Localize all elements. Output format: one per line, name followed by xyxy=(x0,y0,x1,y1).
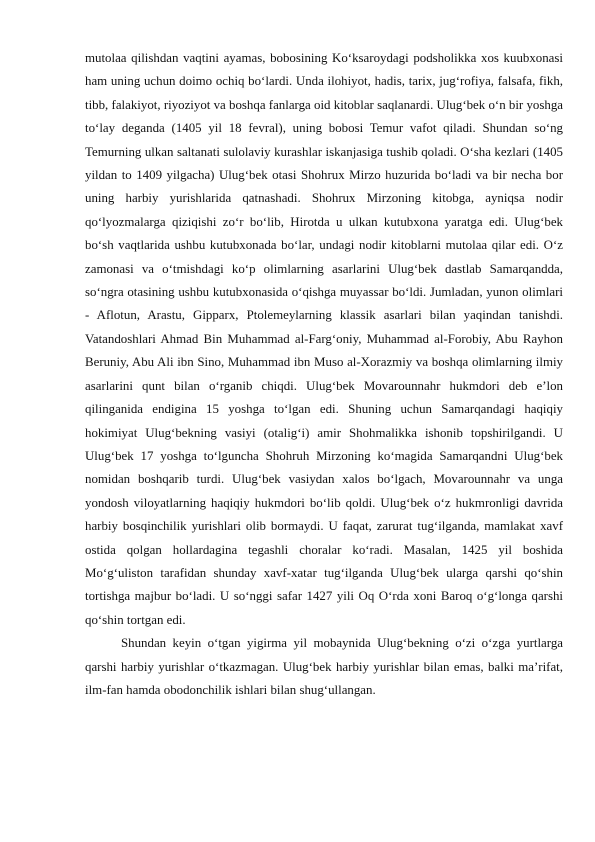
body-paragraph-1: mutolaa qilishdan vaqtini ayamas, bobosining Ko‘ksaroydagi podsholikka xos kuubxonasi ham uning uchun doimo ochiq bo‘lardi. Unda ilohiyot, hadis, tarix, jug‘rofiya, falsafa, fikh, tibb, falakiyot, riyoziyot va boshqa fanlarga oid kitoblar saqlanardi. Ulug‘bek o‘n bir yoshga to‘lay deganda (1405 yil 18 fevral), uning bobosi Temur vafot qiladi. Shundan so‘ng Temurning ulkan saltanati sulolaviy kurashlar iskanjasiga tushib qoladi. O‘sha kezlari (1405 yildan to 1409 yilgacha) Ulug‘bek otasi Shohrux Mirzo huzurida bo‘ladi va bir necha bor uning harbiy yurishlarida qatnashadi. Shohrux Mirzoning kitobga, ayniqsa nodir qo‘lyozmalarga qiziqishi zo‘r bo‘lib, Hirotda u ulkan kutubxona yaratga edi. Ulug‘bek bo‘sh vaqtlarida ushbu kutubxonada bo‘lar, undagi nodir kitoblarni mutolaa qilar edi. O‘z zamonasi va o‘tmishdagi ko‘p olimlarning asarlarini Ulug‘bek dastlab Samarqandda, so‘ngra otasining ushbu kutubxonasida o‘qishga muyassar bo‘ldi. Jumladan, yunon olimlari - Aflotun, Arastu, Gipparx, Ptolemeylarning klassik asarlari bilan yaqindan tanishdi. Vatandoshlari Ahmad Bin Muhammad al-Farg‘oniy, Muhammad al-Forobiy, Abu Rayhon Beruniy, Abu Ali ibn Sino, Muhammad ibn Muso al-Xorazmiy va boshqa olimlarning ilmiy asarlarini qunt bilan o‘rganib chiqdi. Ulug‘bek Movarounnahr hukmdori deb e’lon qilinganida endigina 15 yoshga to‘lgan edi. Shuning uchun Samarqandagi haqiqiy hokimiyat Ulug‘bekning vasiyi (otalig‘i) amir Shohmalikka ishonib topshirilgandi. U Ulug‘bek 17 yoshga to‘lguncha Shohruh Mirzoning ko‘magida Samarqandni Ulug‘bek nomidan boshqarib turdi. Ulug‘bek vasiydan xalos bo‘lgach, Movarounnahr va unga yondosh viloyatlarning haqiqiy hukmdori bo‘lib qoldi. Ulug‘bek o‘z hukmronligi davrida harbiy bosqinchilik yurishlari olib bormaydi. U faqat, zarurat tug‘ilganda, mamlakat xavf ostida qolgan hollardagina tegashli choralar ko‘radi. Masalan, 1425 yil boshida Mo‘g‘uliston tarafidan shunday xavf-xatar tug‘ilganda Ulug‘bek ularga qarshi qo‘shin tortishga majbur bo‘ladi. U so‘nggi safar 1427 yili Oq O‘rda xoni Baroq o‘g‘longa qarshi qo‘shin tortgan edi. xyxy=(85,51,563,627)
body-paragraph-2: Shundan keyin o‘tgan yigirma yil mobaynida Ulug‘bekning o‘zi o‘zga yurtlarga qarshi harbiy yurishlar o‘tkazmagan. Ulug‘bek harbiy yurishlar bilan emas, balki ma’rifat, ilm-fan hamda obodonchilik ishlari bilan shug‘ullangan. xyxy=(85,636,563,697)
